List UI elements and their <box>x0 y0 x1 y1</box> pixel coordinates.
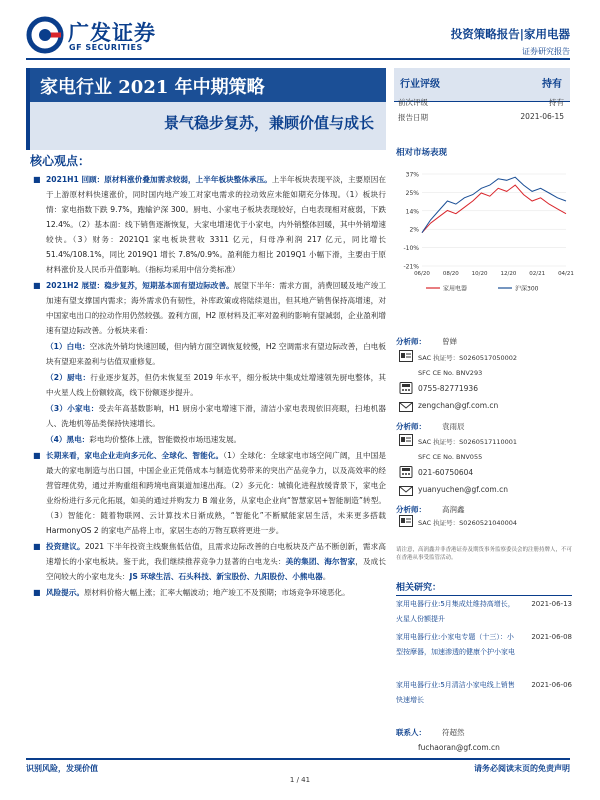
report-type: 投资策略报告|家用电器 <box>450 27 570 41</box>
analyst-email[interactable]: yuanyuchen@gf.com.cn <box>418 485 508 494</box>
paragraph-lead: 风险提示。 <box>46 588 84 597</box>
paragraph-text: 原材料价格大幅上涨；汇率大幅波动；地产竣工不及预期；市场竞争环境恶化。 <box>83 588 350 597</box>
paragraph-lead: （2）厨电： <box>46 373 91 382</box>
id-card-icon <box>399 515 413 527</box>
paragraph-small-appliance <box>30 401 386 431</box>
title-box <box>26 68 386 150</box>
paragraph-text: 展望下半年：需求方面，消费回暖及地产竣工加速有望支撑国内需求；海外需求仍有韧性，补库政策或将陆续退出，但其地产销售保持高增速，对中国家电出口的拉动作用仍然较强。盈利方面，H2 原材料及汇率对盈利的影响有望减弱，企业盈利增速有望边际改善。分板块来看： <box>46 281 387 335</box>
x-tick-label: 06/20 <box>414 271 430 277</box>
core-view-body <box>30 172 386 601</box>
analyst-label: 分析师： <box>396 422 426 431</box>
paragraph-lead: （4）黑电： <box>46 435 90 444</box>
recommended-stocks-2: JS 环球生活、石头科技、新宝股份、九阳股份、小熊电器 <box>129 572 323 581</box>
paragraph-long-term <box>30 448 386 538</box>
analyst-name: 高润鑫 <box>442 505 465 514</box>
market-chart <box>396 166 572 306</box>
paragraph-text: 2021 下半年投资主线聚焦低估值，且需求边际改善的白电板块及产品不断创新，需求高速增长的小家电板块。鉴于此，我们继续推荐竞争力显著的白电龙头： <box>46 542 386 566</box>
report-subtitle: 景气稳步复苏，兼顾价值与成长 <box>163 114 374 132</box>
y-tick-label: 2% <box>409 226 419 234</box>
previous-rating-label: 前次评级 <box>398 98 428 107</box>
legend-label: 沪深300 <box>515 285 539 293</box>
contact-label: 联系人： <box>396 728 426 737</box>
analyst-label: 分析师： <box>396 337 426 346</box>
related-item-date: 2021-06-13 <box>531 600 572 608</box>
square-bullet-icon: ■ <box>33 281 41 290</box>
report-title: 家电行业 2021 年中期策略 <box>40 77 265 98</box>
paragraph-lead: 投资建议。 <box>46 542 85 551</box>
paragraph-text: 彩电均价整体上涨，智能微投市场迅速发展。 <box>89 435 242 444</box>
paragraph-text: ，及成长空间较大的小家电龙头： <box>46 557 387 581</box>
footer-divider <box>26 758 570 760</box>
paragraph-text: （1）全球化：全球家电市场空间广阔，且中国是最大的家电制造与出口国，中国企业正凭借成本与制造优势带来的突出产品竞争力，以及高效率的经营管理优势，通过并购重组和跨境电商渠道加速出海。（2）多元化：城镇化进程放缓背景下，家电企业纷纷进行多元化拓展，如美的通过并购发力 B 端业务，从家电企业向“智慧家居+智能制造”转型。（3）智能化：随着物联网、云计算技术日渐成熟，“智能化”不断赋能家居生活，未来更多搭载 HarmonyOS 2 的家电产品将上市，家居生态的万物互联将更进一步。 <box>46 451 386 535</box>
square-bullet-icon: ■ <box>33 588 41 597</box>
rating-value: 持有 <box>542 79 562 90</box>
paragraph-text: 。 <box>322 572 331 581</box>
paragraph-lead: （1）白电： <box>46 342 90 351</box>
company-logo <box>26 16 176 56</box>
paragraph-white-goods <box>30 339 386 369</box>
related-item[interactable] <box>396 630 572 660</box>
paragraph-text: 上半年板块表现平淡，主要原因在于上游原材料快速涨价，同时国内地产竣工对家电需求的拉动效应未能如期充分体现。（1）板块行情：家电指数下跌 9.7%，跑输沪深 300。厨电、小家电子板块表现较好，白电表现相对疲弱，下跌 12.4%。（2）基本面：线下销售逐渐恢复，大家电增速优于小家电，内外销整体回暖，其中外销增速较快。（3）财务：2021Q1 家电板块营收 3311 亿元，归母净利润 217 亿元，同比增长 51.4%/108.1%，同比 2019Q1 增长 7.8%/0.9%。盈利能力相比 2019Q1 小幅下滑，主要由于原材料涨价及人民币升值影响。（指标均采用中信分类标准） <box>46 175 386 274</box>
analyst-sfc: SFC CE No. BNV055 <box>418 453 483 461</box>
paragraph-text: 受去年高基数影响，H1 厨房小家电增速下滑，清洁小家电表现依旧亮眼，扫地机器人、洗地机等品类保持快速增长。 <box>46 404 386 428</box>
paragraph-review <box>30 172 386 277</box>
page-number: 1 / 41 <box>289 776 311 784</box>
square-bullet-icon: ■ <box>33 175 41 184</box>
logo-en-text: GF SECURITIES <box>69 43 143 52</box>
related-item-title[interactable]: 家用电器行业:5月集成灶维持高增长，火星人份额提升 <box>396 600 515 623</box>
market-chart-svg <box>396 166 572 306</box>
paragraph-risk <box>30 585 386 600</box>
email-icon <box>399 485 413 497</box>
related-item-title[interactable]: 家用电器行业:5月清洁小家电线上销售快速增长 <box>396 681 515 704</box>
x-tick-label: 02/21 <box>529 271 546 277</box>
market-performance-heading: 相对市场表现 <box>396 148 448 158</box>
rating-label: 行业评级 <box>400 79 440 90</box>
related-item-date: 2021-06-08 <box>531 633 572 641</box>
paragraph-lead: （3）小家电： <box>46 404 99 413</box>
contact-email[interactable]: fuchaoran@gf.com.cn <box>418 743 500 752</box>
y-tick-label: -10% <box>403 245 419 253</box>
report-date-value: 2021-06-15 <box>520 112 564 121</box>
y-tick-label: 25% <box>405 189 419 197</box>
related-research-heading: 相关研究： <box>396 580 572 596</box>
paragraph-black-goods <box>30 432 386 447</box>
previous-rating-value: 持有 <box>549 98 564 107</box>
square-bullet-icon: ■ <box>33 542 41 551</box>
analyst-email[interactable]: zengchan@gf.com.cn <box>418 401 499 410</box>
analyst-sfc: SFC CE No. BNV293 <box>418 369 483 377</box>
analyst-sac: SAC 执证号：S0260517110001 <box>418 438 518 446</box>
y-tick-label: 37% <box>405 171 419 179</box>
paragraph-lead: 长期来看，家电企业走向多元化、全球化、智能化。 <box>46 451 224 460</box>
paragraph-outlook <box>30 278 386 338</box>
analyst-disclaimer: 请注意，高润鑫并非香港证券及期货事务监察委员会的注册持牌人，不可在香港从事受监管活动。 <box>396 547 573 561</box>
report-date-label: 报告日期 <box>398 113 428 122</box>
analyst-name: 袁雨辰 <box>442 422 465 431</box>
phone-icon <box>399 466 413 478</box>
related-item-date: 2021-06-06 <box>531 681 572 689</box>
paragraph-lead: 2021H1 回顾：原材料涨价叠加需求较弱，上半年板块整体承压。 <box>46 175 272 184</box>
analyst-label: 分析师： <box>396 505 426 514</box>
contact-name: 符超然 <box>442 728 465 737</box>
analyst-sac: SAC 执证号：S0260517050002 <box>418 354 518 362</box>
y-tick-label: 14% <box>405 208 419 216</box>
x-tick-label: 12/20 <box>500 271 517 277</box>
gf-logo-icon <box>26 16 64 54</box>
square-bullet-icon: ■ <box>33 451 41 460</box>
recommended-stocks-1: 美的集团、海尔智家 <box>285 557 356 566</box>
paragraph-investment <box>30 539 386 584</box>
analyst-sac: SAC 执证号：S0260521040004 <box>418 519 518 527</box>
report-subtype: 证券研究报告 <box>522 47 570 56</box>
series-line-2 <box>422 177 566 233</box>
title-bar <box>30 68 386 102</box>
x-tick-label: 04/21 <box>558 271 574 277</box>
logo-cn-text: 广发证券 <box>68 21 156 45</box>
paragraph-text: 空冰洗外销均快速回暖，但内销方面空调恢复较慢，H2 空调需求有望边际改善，白电板块有望迎来盈利与估值双重修复。 <box>46 342 386 366</box>
paragraph-lead: 2021H2 展望：稳步复苏，短期基本面有望边际改善。 <box>46 281 234 290</box>
id-card-icon <box>399 434 413 446</box>
core-view-heading: 核心观点： <box>30 154 91 168</box>
header-divider <box>26 58 570 60</box>
related-item[interactable] <box>396 597 572 627</box>
paragraph-kitchen <box>30 370 386 400</box>
footer-slogan: 识别风险，发现价值 <box>26 764 98 773</box>
related-item-title[interactable]: 家用电器行业:小家电专题（十三）：小型按摩器，加速渗透的健康个护小家电 <box>396 633 515 656</box>
paragraph-text: 行业逐步复苏，但仍未恢复至 2019 年水平，细分板块中集成灶增速领先厨电整体，其中火星人线上份额较高，线下份额逐步提升。 <box>46 373 386 397</box>
email-icon <box>399 401 413 413</box>
x-tick-label: 08/20 <box>442 271 459 277</box>
y-tick-label: -21% <box>403 263 419 271</box>
id-card-icon <box>399 350 413 362</box>
phone-icon <box>399 382 413 394</box>
footer-disclaimer-link[interactable]: 请务必阅读末页的免责声明 <box>474 764 570 773</box>
legend-label: 家用电器 <box>443 285 468 293</box>
related-item[interactable] <box>396 678 572 708</box>
analyst-phone: 021-60750604 <box>418 468 474 477</box>
analyst-name: 曾婵 <box>442 337 457 346</box>
x-tick-label: 10/20 <box>471 271 488 277</box>
analyst-phone: 0755-82771936 <box>418 384 478 393</box>
